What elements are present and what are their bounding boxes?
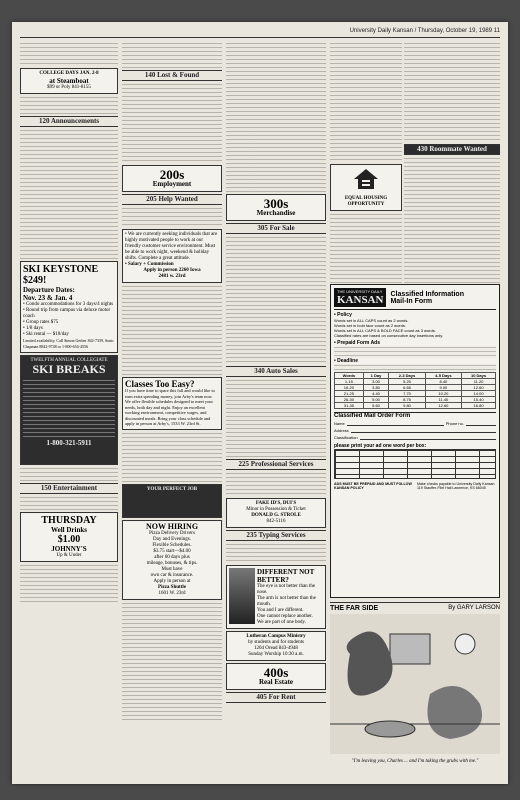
different-line: We are part of one body. <box>257 620 306 625</box>
section-header-autos: 340 Auto Sales <box>226 366 326 377</box>
section-header-announcements: 120 Announcements <box>20 116 118 127</box>
johnnys-logo: JOHNNY'S <box>51 545 87 553</box>
employment-banner <box>122 165 222 192</box>
rate-cell: 9.00 <box>425 385 461 391</box>
section-header-roommate: 430 Roommate Wanted <box>404 144 500 155</box>
employment-number: 200s <box>159 167 185 182</box>
rates-col-header: Words <box>335 373 364 379</box>
section-header-for-rent: 405 For Rent <box>226 692 326 703</box>
text-block <box>20 42 118 66</box>
phone-label: Phone no. <box>445 421 464 426</box>
pizza-line: 1601 W. 23rd <box>158 590 186 596</box>
ski-break-ad <box>20 355 118 465</box>
policy-line: Words set in bold face count as 2 words. <box>334 323 406 328</box>
rate-cell: 12.60 <box>425 403 461 409</box>
rate-cell: 11.20 <box>462 379 496 385</box>
pizza-line: Apply in person at <box>153 578 191 584</box>
ad-line: Apply in person 2260 Iowa <box>143 268 201 273</box>
section-header-professional: 225 Professional Services <box>226 459 326 470</box>
rate-cell: 3.80 <box>363 385 389 391</box>
text-block <box>20 496 118 510</box>
text-block <box>20 129 118 259</box>
different-line: The arm is not better than the mouth. <box>257 596 316 607</box>
worship-label: Sunday Worship <box>248 652 282 657</box>
realestate-label: Real Estate <box>258 678 294 686</box>
text-block <box>122 285 222 375</box>
pizza-line: Pizza Shuttle <box>158 584 186 590</box>
rate-cell: 16-20 <box>335 385 364 391</box>
rate-cell: 6.65 <box>389 385 425 391</box>
column-1 <box>20 42 118 778</box>
column-3 <box>226 42 326 778</box>
ski-header: SKI KEYSTONE <box>23 264 99 275</box>
rate-cell: 8.40 <box>425 379 461 385</box>
classes-body: If you have time to spare this fall and would like to earn extra spending money, join Arby's team now. We offer flexible schedules designed to meet your needs, both day and night. Enjoy an excellent working environment, competitive wages, and discounted meals. Bring your class schedule and apply in person at Arby's, 1533 W. 23rd St. <box>125 388 215 426</box>
ad-line: • Salary + Commission <box>125 262 174 267</box>
resort-list <box>23 377 115 437</box>
ski-bullet: • Ski rental — $10/day <box>23 332 69 337</box>
section-header-typing: 235 Typing Services <box>226 530 326 541</box>
rate-cell: 12.60 <box>462 385 496 391</box>
worship-time: 10:30 a.m. <box>282 652 304 657</box>
college-days-ad <box>20 68 118 94</box>
pizza-line: mileage, bonuses, & tips. <box>146 560 198 566</box>
departure-label: Departure Dates: <box>23 286 75 294</box>
classification-field[interactable] <box>360 435 496 440</box>
pizza-shuttle-ad <box>122 520 222 600</box>
text-block <box>122 432 222 482</box>
text-block <box>20 467 118 481</box>
rate-cell: 7.70 <box>389 391 425 397</box>
pizza-line: Day and Evenings. <box>153 536 191 542</box>
text-block <box>122 83 222 163</box>
ski-break-phone: 1-800-321-5911 <box>46 439 92 447</box>
far-side-illustration <box>330 614 500 754</box>
equal-housing-label: EQUAL HOUSING OPPORTUNITY <box>344 196 388 207</box>
church-illustration <box>229 568 255 624</box>
prepay-notice: ADS MUST BE PREPAID AND MUST FOLLOW KANSAN POLICY <box>334 482 412 491</box>
text-block <box>122 42 222 68</box>
ad-line: • We are currently seeking individuals that are highly motivated people to work at our friendly customer service environment. Must be able to work night, weekend & holiday shifts. Complete a great attitude. <box>125 232 218 261</box>
pizza-line: Pizza Delivery Drivers <box>149 530 195 536</box>
rate-cell: 10.20 <box>425 391 461 397</box>
section-header-lost-found: 140 Lost & Found <box>122 70 222 81</box>
ad-word-grid[interactable] <box>334 449 496 479</box>
lutheran-info <box>226 631 326 661</box>
lutheran-ad <box>226 565 326 629</box>
section-header-help-wanted: 205 Help Wanted <box>122 194 222 205</box>
perfect-job-ad <box>122 484 222 518</box>
rates-col-header: 2-3 Days <box>389 373 425 379</box>
lutheran-title: Lutheran Campus Ministry <box>246 634 306 639</box>
rate-cell: 31-35 <box>335 403 364 409</box>
merch-label: Merchandise <box>256 209 296 217</box>
text-block <box>20 564 118 604</box>
rate-cell: 5.60 <box>363 403 389 409</box>
pizza-line: after 60 days plus <box>154 554 190 560</box>
address-field[interactable] <box>351 428 496 433</box>
rate-cell: 5.25 <box>389 379 425 385</box>
pizza-line: Must have <box>161 566 183 572</box>
house-icon <box>352 167 380 191</box>
text-block <box>334 346 496 358</box>
now-hiring: NOW HIRING <box>145 521 199 531</box>
lawyer-name: DONALD G. STROLE <box>251 513 301 518</box>
lutheran-sub: by students and for students <box>248 640 304 645</box>
ad-print-label: please print your ad one word per box: <box>334 443 427 449</box>
fake-id-title: FAKE ID'S, DUI'S <box>255 501 297 506</box>
rate-cell: 21-25 <box>335 391 364 397</box>
departure-dates: Nov. 23 & Jan. 4 <box>23 294 73 302</box>
name-label: Name <box>334 421 345 426</box>
classification-label: Classification <box>334 435 358 440</box>
ski-keystone-ad <box>20 261 118 353</box>
rates-row <box>335 403 496 409</box>
johnnys-ad <box>20 512 118 562</box>
call-line: $99 or Poly 841-8155 <box>47 85 91 90</box>
pizza-line: own car & insurance. <box>150 572 194 578</box>
real-estate-banner <box>226 663 326 690</box>
steamboat-label: at Steamboat <box>49 77 89 85</box>
policy-line: Words set in ALL CAPS & BOLD FACE count as 3 words. <box>334 328 436 333</box>
arbys-ad <box>122 377 222 430</box>
help-wanted-ad <box>122 229 222 283</box>
text-block <box>20 96 118 114</box>
text-block <box>122 207 222 227</box>
section-header-for-sale: 305 For Sale <box>226 223 326 234</box>
text-block <box>226 42 326 192</box>
equal-housing-logo <box>330 164 402 211</box>
prepaid-header: • Prepaid Form Ads <box>334 340 381 346</box>
realestate-number: 400s <box>263 665 289 680</box>
column-5 <box>404 42 500 297</box>
different-title: DIFFERENT NOT BETTER? <box>257 568 315 584</box>
rates-col-header: 1 Day <box>363 373 389 379</box>
drink-price: $1.00 <box>57 534 81 545</box>
johnnys-sub: Up & Under <box>56 553 82 558</box>
column-4 <box>330 42 402 297</box>
church-address: 1204 Oread <box>254 646 278 651</box>
far-side-comic <box>330 602 500 778</box>
pizza-line: Flexible Schedules. <box>152 542 192 548</box>
rates-table <box>334 372 496 409</box>
rates-col-header: 10 Days <box>462 373 496 379</box>
ski-contact: Limited availability, Call Simon Gerber 842-7339, Sonic Chapman 8842-9748 or 1-800-654-4556 <box>23 338 115 349</box>
rate-cell: 5.00 <box>363 397 389 403</box>
rate-cell: 8.75 <box>389 397 425 403</box>
policy-header: • Policy <box>334 312 352 318</box>
phone-field[interactable] <box>466 421 496 426</box>
address-label: Address <box>334 428 349 433</box>
text-block <box>122 602 222 722</box>
kansan-title: KANSAN <box>337 294 384 306</box>
ski-bullet: • 1/8 days <box>23 326 43 331</box>
text-block <box>404 42 500 142</box>
fake-id-sub: Minor in Possession & Ticket <box>246 507 306 512</box>
rate-cell: 3.00 <box>363 379 389 385</box>
pizza-line: $3.75 start—$4.00 <box>153 548 191 554</box>
form-title: Classified Information <box>390 290 464 298</box>
rates-col-header: 4-5 Days <box>425 373 461 379</box>
rate-cell: 1-15 <box>335 379 364 385</box>
lawyer-phone: 842-5116 <box>266 519 286 524</box>
ski-bullet: • Condo accommodations for 3 days/4 nights <box>23 302 114 307</box>
text-block <box>334 364 496 372</box>
classes-title: Classes Too Easy? <box>125 379 195 389</box>
text-block <box>404 157 500 287</box>
college-days-title: COLLEGE DAYS JAN. 2-8 <box>39 71 99 76</box>
thursday-label: THURSDAY <box>41 515 97 526</box>
kansan-title-small: THE UNIVERSITY DAILY <box>337 289 383 294</box>
rate-cell: 15.40 <box>462 397 496 403</box>
rate-cell: 14.00 <box>462 391 496 397</box>
form-subtitle: Mail-In Form <box>390 297 433 305</box>
deadline-header: • Deadline <box>334 358 358 364</box>
perfect-job-body <box>125 493 219 515</box>
text-block <box>226 236 326 364</box>
mail-to-address: Make checks payable to University Daily Kansan 119 Stauffer-Flint Hall Lawrence, KS 66045 <box>417 482 495 491</box>
employment-label: Employment <box>152 180 192 188</box>
text-block <box>226 543 326 563</box>
ski-price: $249! <box>23 275 47 286</box>
ski-bullet: • Round trip from campus via deluxe motor coach <box>23 308 111 319</box>
far-side-title: THE FAR SIDE <box>330 605 379 612</box>
column-2 <box>122 42 222 778</box>
policy-line: Classified rates are based on consecutive day insertions only. <box>334 333 444 338</box>
rate-cell: 9.80 <box>389 403 425 409</box>
name-field[interactable] <box>347 421 444 426</box>
masthead: University Daily Kansan / Thursday, October 19, 1989 11 <box>20 26 500 38</box>
merch-number: 300s <box>263 196 289 211</box>
far-side-caption: "I'm leaving you, Charles ... and I'm taking the grubs with me." <box>351 759 479 764</box>
text-block <box>330 42 402 162</box>
section-header-entertainment: 150 Entertainment <box>20 483 118 494</box>
different-line: You and I are different. <box>257 608 304 613</box>
fake-id-ad <box>226 498 326 528</box>
rate-cell: 11.40 <box>425 397 461 403</box>
ad-line: 2481 w. 23rd <box>158 274 186 279</box>
policy-line: Words set in ALL CAPS count as 2 words. <box>334 318 409 323</box>
perfect-job-title: YOUR PERFECT JOB <box>146 486 198 492</box>
well-drinks: Well Drinks <box>51 526 87 534</box>
different-line: The eye is not better than the nose. <box>257 584 316 595</box>
merchandise-banner <box>226 194 326 221</box>
text-block <box>226 472 326 496</box>
sunchase-title: TWELFTH ANNUAL COLLEGIATE <box>30 358 108 363</box>
church-phone: 843-4948 <box>278 646 298 651</box>
rate-cell: 26-30 <box>335 397 364 403</box>
text-block <box>226 379 326 457</box>
different-line: One cannot replace another. <box>257 614 313 619</box>
rate-cell: 4.40 <box>363 391 389 397</box>
ski-break-title: SKI BREAKS <box>32 362 106 376</box>
mail-order-title: Classified Mail Order Form <box>334 412 496 419</box>
ski-bullet: • Group rates $75 <box>23 320 59 325</box>
newspaper-page <box>12 22 508 784</box>
classified-mail-in-form <box>330 284 500 598</box>
far-side-byline: By GARY LARSON <box>448 605 500 611</box>
rate-cell: 16.80 <box>462 403 496 409</box>
